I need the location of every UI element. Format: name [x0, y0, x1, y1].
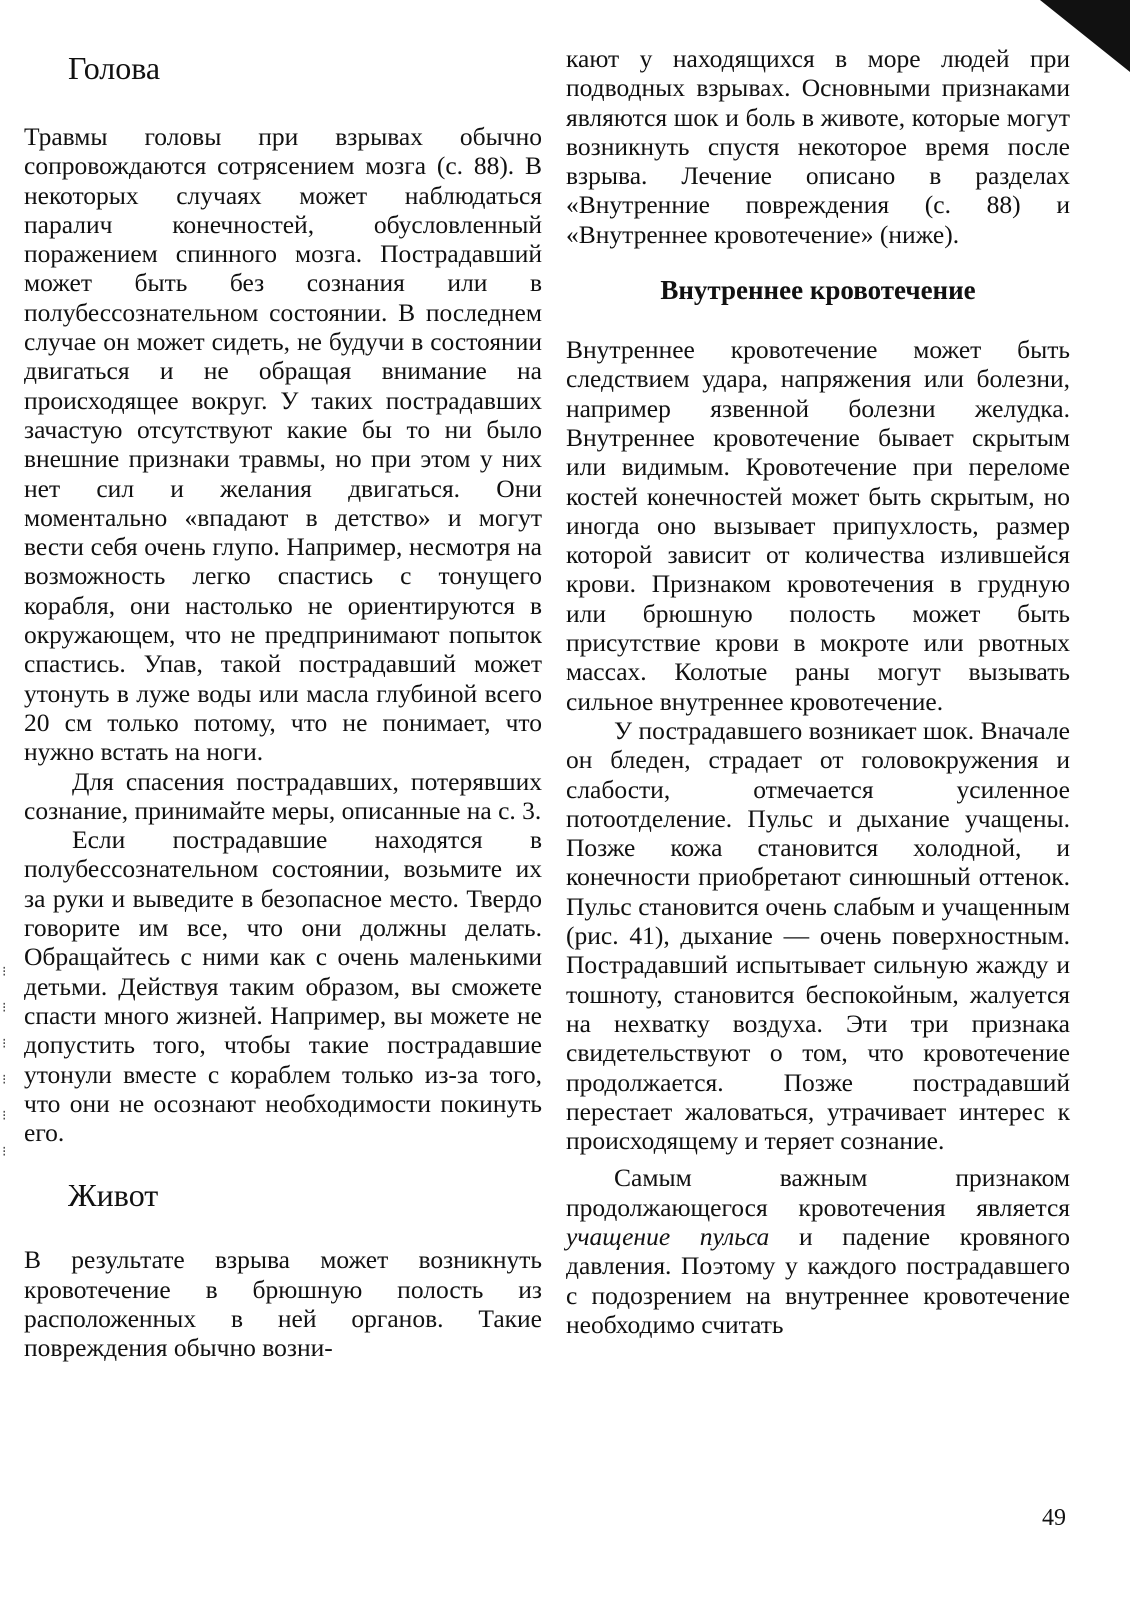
left-column — [24, 44, 542, 1363]
heading-head: Голова — [68, 50, 161, 86]
heading-internal-bleeding: Внутреннее кровотечение — [660, 275, 976, 306]
paragraph-bleeding-1: Внутреннее кровотечение может быть следствием удара, напряжения или болезни, например язвенной болезни желудка. Внутреннее кровотечение бывает скрытым или видимым. Кровотечение при переломе костей конечностей может быть скрытым, но иногда оно вызывает припухлость, размер которой зависит от количества излившейся крови. Признаком кровотечения в грудную или брюшную полость может быть присутствие крови в мокроте или рвотных массах. Колотые раны могут вызывать сильное внутреннее кровотечение. — [566, 335, 1070, 716]
paragraph-bleeding-3 — [566, 1163, 1070, 1339]
emphasis-pulse: учащение пульса — [566, 1221, 770, 1251]
paragraph-head-1: Травмы головы при взрывах обычно сопровождаются сотрясением мозга (с. 88). В некоторых случаях может наблюдаться паралич конечностей, обусловленный поражением спинного мозга. Пострадавший может быть без сознания или в полубессознательном состоянии. В последнем случае он может сидеть, не будучи в состоянии двигаться и не обращая внимание на происходящее вокруг. У таких пострадавших зачастую отсутствуют какие бы то ни было внешние признаки травмы, но при этом у них нет сил и желания двигаться. Они моментально «впадают в детство» и могут вести себя очень глупо. Например, несмотря на возможность легко спастись с тонущего корабля, они настолько не ориентируются в окружающем, что не предпринимают попыток спастись. Упав, такой пострадавший может утонуть в луже воды или масла глубиной всего 20 см только потому, что не понимает, что нужно встать на ноги. — [24, 122, 542, 767]
right-column — [566, 44, 1070, 1339]
page-number: 49 — [1042, 1505, 1066, 1531]
margin-scan-marks: ⁝ ⁝ ⁝ ⁝ ⁝ ⁝ — [2, 965, 7, 1160]
paragraph-abdomen-1: В результате взрыва может возникнуть кровотечение в брюшную полость из расположенных в ней органов. Такие повреждения обычно возни- — [24, 1245, 542, 1363]
paragraph-head-3: Если пострадавшие находятся в полубессознательном состоянии, возьмите их за руки и выведите в безопасное место. Твердо говорите им все, что они должны делать. Обращайтесь с ними как с очень маленькими детьми. Действуя таким образом, вы сможете спасти много жизней. Например, вы можете не допустить того, чтобы такие пострадавшие утонули вместе с кораблем только из-за того, что они не осознают необходимости покинуть его. — [24, 825, 542, 1148]
paragraph-head-2: Для спасения пострадавших, потерявших сознание, принимайте меры, описанные на с. 3. — [24, 766, 542, 825]
paragraph-abdomen-continued: кают у находящихся в море людей при подводных взрывах. Основными признаками являются шок и боль в животе, которые могут возникнуть спустя некоторое время после взрыва. Лечение описано в разделах «Внутренние повреждения (с. 88) и «Внутреннее кровотечение» (ниже). — [566, 44, 1070, 249]
paragraph-bleeding-3-end: и падение кровяного давления. Поэтому у каждого пострадавшего с подозрением на внутреннее кровотечение необходимо считать — [566, 1221, 1071, 1339]
paragraph-bleeding-2: У пострадавшего возникает шок. Вначале он бледен, страдает от головокружения и слабости, отмечается усиленное потоотделение. Пульс и дыхание учащены. Позже кожа становится холодной, и конечности приобретают синюшный оттенок. Пульс становится очень слабым и учащенным (рис. 41), дыхание — очень поверхностным. Пострадавший испытывает сильную жажду и тошноту, становится беспокойным, жалуется на нехватку воздуха. Эти три признака свидетельствуют о том, что кровотечение продолжается. Позже пострадавший перестает жаловаться, утрачивает интерес к происходящему и теряет сознание. — [566, 715, 1070, 1156]
heading-abdomen: Живот — [68, 1177, 159, 1214]
paragraph-bleeding-3-start: Самым важным признаком продолжающегося кровотечения является — [566, 1163, 1070, 1222]
